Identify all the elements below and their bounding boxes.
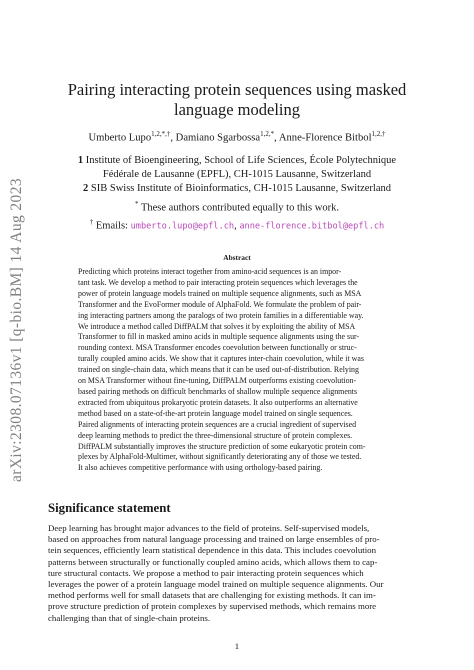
arxiv-stamp-text: arXiv:2308.07136v1 [q-bio.BM] 14 Aug 2023 [8,177,25,482]
abstract-heading: Abstract [223,253,251,262]
title-line: Pairing interacting protein sequences using masked [67,80,407,99]
text-line: tein sequences, efficiently learn statistical dependence in this data. This includes coevolution [48,545,377,556]
page-number: 1 [234,641,240,651]
text-line: deep learning methods to predict the three-dimensional structure of protein complexes. [78,430,353,440]
equal-contribution-mark: * [135,199,139,208]
text-line: plexes by AlphaFold-Multimer, without significantly deteriorating any of those we tested. [78,452,362,462]
title-line: language modeling [173,100,300,119]
text-line: DiffPALM substantially improves the structure prediction of some eukaryotic protein com- [78,441,366,451]
author-name: Umberto Lupo [88,132,152,144]
email-link-bitbol[interactable]: anne-florence.bitbol@epfl.ch [239,221,385,232]
email-separator: , [234,220,240,232]
email-mark: † [89,218,94,227]
affiliation-1 [40,154,434,168]
text-line: on MSA Transformer without fine-tuning, DiffPALM outperforms existing coevolution- [78,376,357,386]
email-link-lupo[interactable]: umberto.lupo@epfl.ch [130,221,235,232]
equal-contribution-text: These authors contributed equally to this work. [140,202,339,214]
emails-label: Emails: [95,220,128,232]
text-line: rounding context. MSA Transformer encodes coevolution between functionally or struc- [78,343,357,353]
emails-line [40,215,434,234]
text-line: Transformer and the EvoFormer module of AlphaFold. We formulate the problem of pair- [78,299,362,309]
author-list [40,130,434,144]
significance-heading: Significance statement [48,501,171,515]
text-line: tant task. We develop a method to pair interacting protein sequences which leverages the [78,277,358,287]
significance-body [48,523,433,624]
affiliation-number: 2 [83,183,89,195]
text-line: ture structural contacts. We propose a method to pair interacting protein sequences which [48,567,364,578]
text-line: power of protein language models trained on multiple sequence alignments, such as MSA [78,288,362,298]
text-line: We introduce a method called DiffPALM that solves it by exploiting the ability of MSA [78,321,356,331]
text-line: patterns between structurally or functionally coupled amino acids, which allows them to cap- [48,556,378,567]
text-line: turally coupled amino acids. We show that it captures inter-chain coevolution, while it was [78,354,364,364]
affiliation-number: 1 [77,155,84,166]
text-line: method based on a state-of-the-art protein language model trained on single sequences. [78,408,353,418]
equal-contribution-note [40,197,434,216]
text-line: Predicting which proteins interact together from amino-acid sequences is an impor- [78,267,342,276]
text-line: leverages the power of a protein language model trained on multiple sequence alignments. Our [48,579,384,590]
text-line: extracted from ubiquitous prokaryotic protein datasets. It also outperforms an alternative [78,397,358,407]
text-line: It also achieves competitive performance with using orthology-based pairing. [78,463,323,473]
arxiv-identifier-stamp [5,172,29,487]
author-marks: 1,2,† [371,130,386,138]
text-line: based on approaches from natural language processing and trained on large ensembles of pro- [48,534,380,545]
affiliation-line: Institute of Bioengineering, School of Life Sciences, École Polytechnique [85,155,397,166]
text-line: Deep learning has brought major advances to the field of proteins. Self-supervised models, [48,523,370,533]
author-marks: 1,2,*,† [151,130,171,138]
text-line: challenging than that of single-chain proteins. [48,612,211,623]
author-name: Damiano Sgarbossa [175,132,261,144]
author-separator: , [274,132,279,144]
text-line: method performs well for small datasets that are challenging for existing methods. It can im- [48,590,376,601]
affiliation-line: SIB Swiss Institute of Bioinformatics, CH-1015 Lausanne, Switzerland [90,183,391,195]
author-separator: , [170,132,176,144]
affiliation-line: Fédérale de Lausanne (EPFL), CH-1015 Lausanne, Switzerland [102,169,372,181]
text-line: prove structure prediction of protein complexes by supervised methods, which remains more [48,601,377,612]
author-name: Anne-Florence Bitbol [278,132,372,144]
text-line: ing interacting partners among the paralogs of two protein families in a differentiable way. [78,310,364,320]
affiliations [40,154,434,234]
abstract-body [78,267,398,474]
text-line: Paired alignments of interacting protein sequences are a crucial ingredient of supervised [78,419,357,429]
text-line: based pairing methods on difficult benchmarks of shallow multiple sequence alignments [78,386,358,396]
affiliation-2 [40,182,434,196]
text-line: Transformer to fill in masked amino acids in multiple sequence alignments using the sur- [78,332,360,342]
paper-title [40,80,434,120]
text-line: trained on single-chain data, which means that it can be used out-of-distribution. Relying [78,365,359,375]
author-marks: 1,2,* [260,130,275,138]
